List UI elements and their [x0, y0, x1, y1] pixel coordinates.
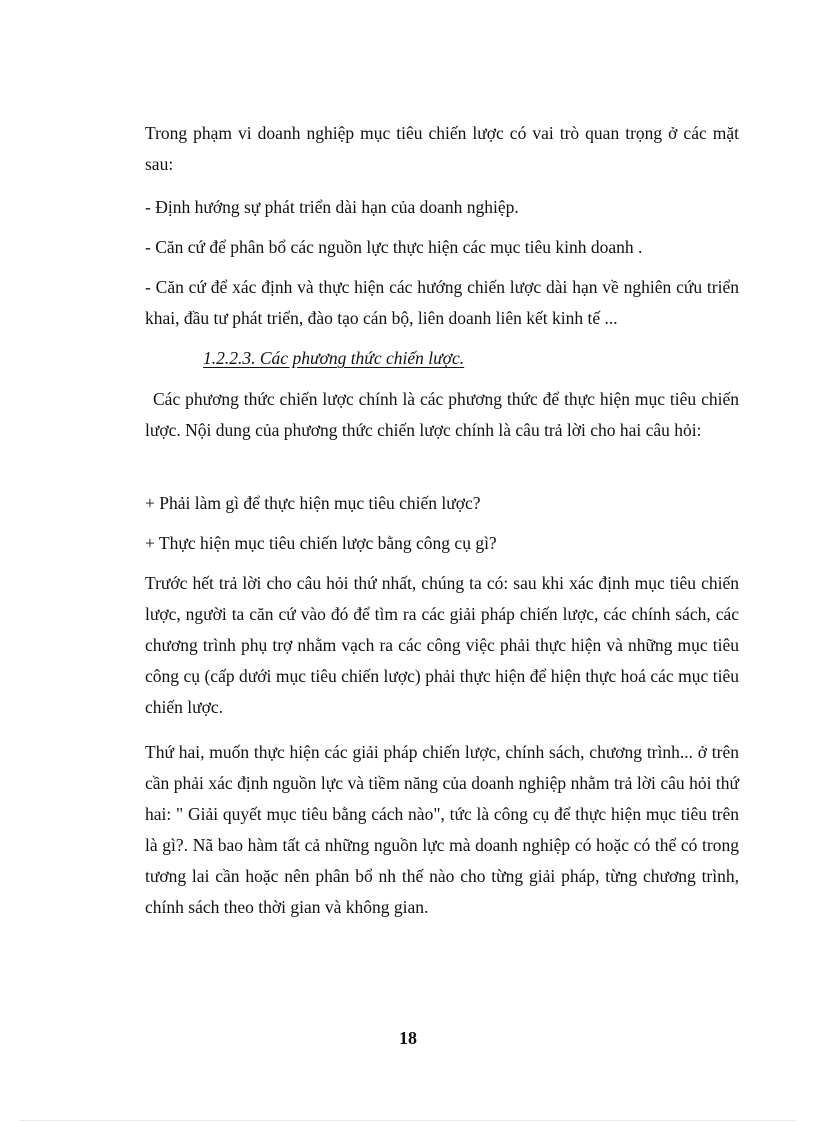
paragraph-methods: Các phương thức chiến lược chính là các phương thức để thực hiện mục tiêu chiến lược. Nội dung của phương thức chiến lược chính là câu trả lời cho hai câu hỏi:: [145, 389, 739, 440]
question-two: + Thực hiện mục tiêu chiến lược bằng công cụ gì?: [145, 533, 497, 553]
bullet-resource-allocation: - Căn cứ để phân bổ các nguồn lực thực hiện các mục tiêu kinh doanh .: [145, 237, 643, 257]
paragraph-answer-one: Trước hết trả lời cho câu hỏi thứ nhất, chúng ta có: sau khi xác định mục tiêu chiến lược, người ta căn cứ vào đó để tìm ra các giải pháp chiến lược, các chính sách, các chương trình phụ trợ nhằm vạch ra các công việc phải thực hiện và những mục tiêu công cụ (cấp dưới mục tiêu chiến lược) phải thực hiện để hiện thực hoá các mục tiêu chiến lược.: [145, 573, 739, 717]
paragraph-intro: Trong phạm vi doanh nghiệp mục tiêu chiến lược có vai trò quan trọng ở các mặt sau:: [145, 123, 739, 174]
section-heading: 1.2.2.3. Các phương thức chiến lược.: [203, 348, 465, 368]
paragraph-answer-two: Thứ hai, muốn thực hiện các giải pháp chiến lược, chính sách, chương trình... ở trên cần phải xác định nguồn lực và tiềm năng của doanh nghiệp nhằm trả lời câu hỏi thứ hai: " Giải quyết mục tiêu bằng cách nào", tức là công cụ để thực hiện mục tiêu trên là gì?. Nã bao hàm tất cả những nguồn lực mà doanh nghiệp có hoặc có thể có trong tương lai cần hoặc nên phân bổ nh thế nào cho từng giải pháp, từng chương trình, chính sách theo thời gian và không gian.: [145, 742, 739, 917]
page-bottom-divider: [20, 1120, 796, 1121]
page-number: 18: [399, 1028, 417, 1048]
bullet-strategic-directions: - Căn cứ để xác định và thực hiện các hướng chiến lược dài hạn về nghiên cứu triển khai, đầu tư phát triển, đào tạo cán bộ, liên doanh liên kết kinh tế ...: [145, 277, 739, 328]
question-one: + Phải làm gì để thực hiện mục tiêu chiến lược?: [145, 493, 481, 513]
bullet-orientation: - Định hướng sự phát triển dài hạn của doanh nghiệp.: [145, 197, 519, 217]
